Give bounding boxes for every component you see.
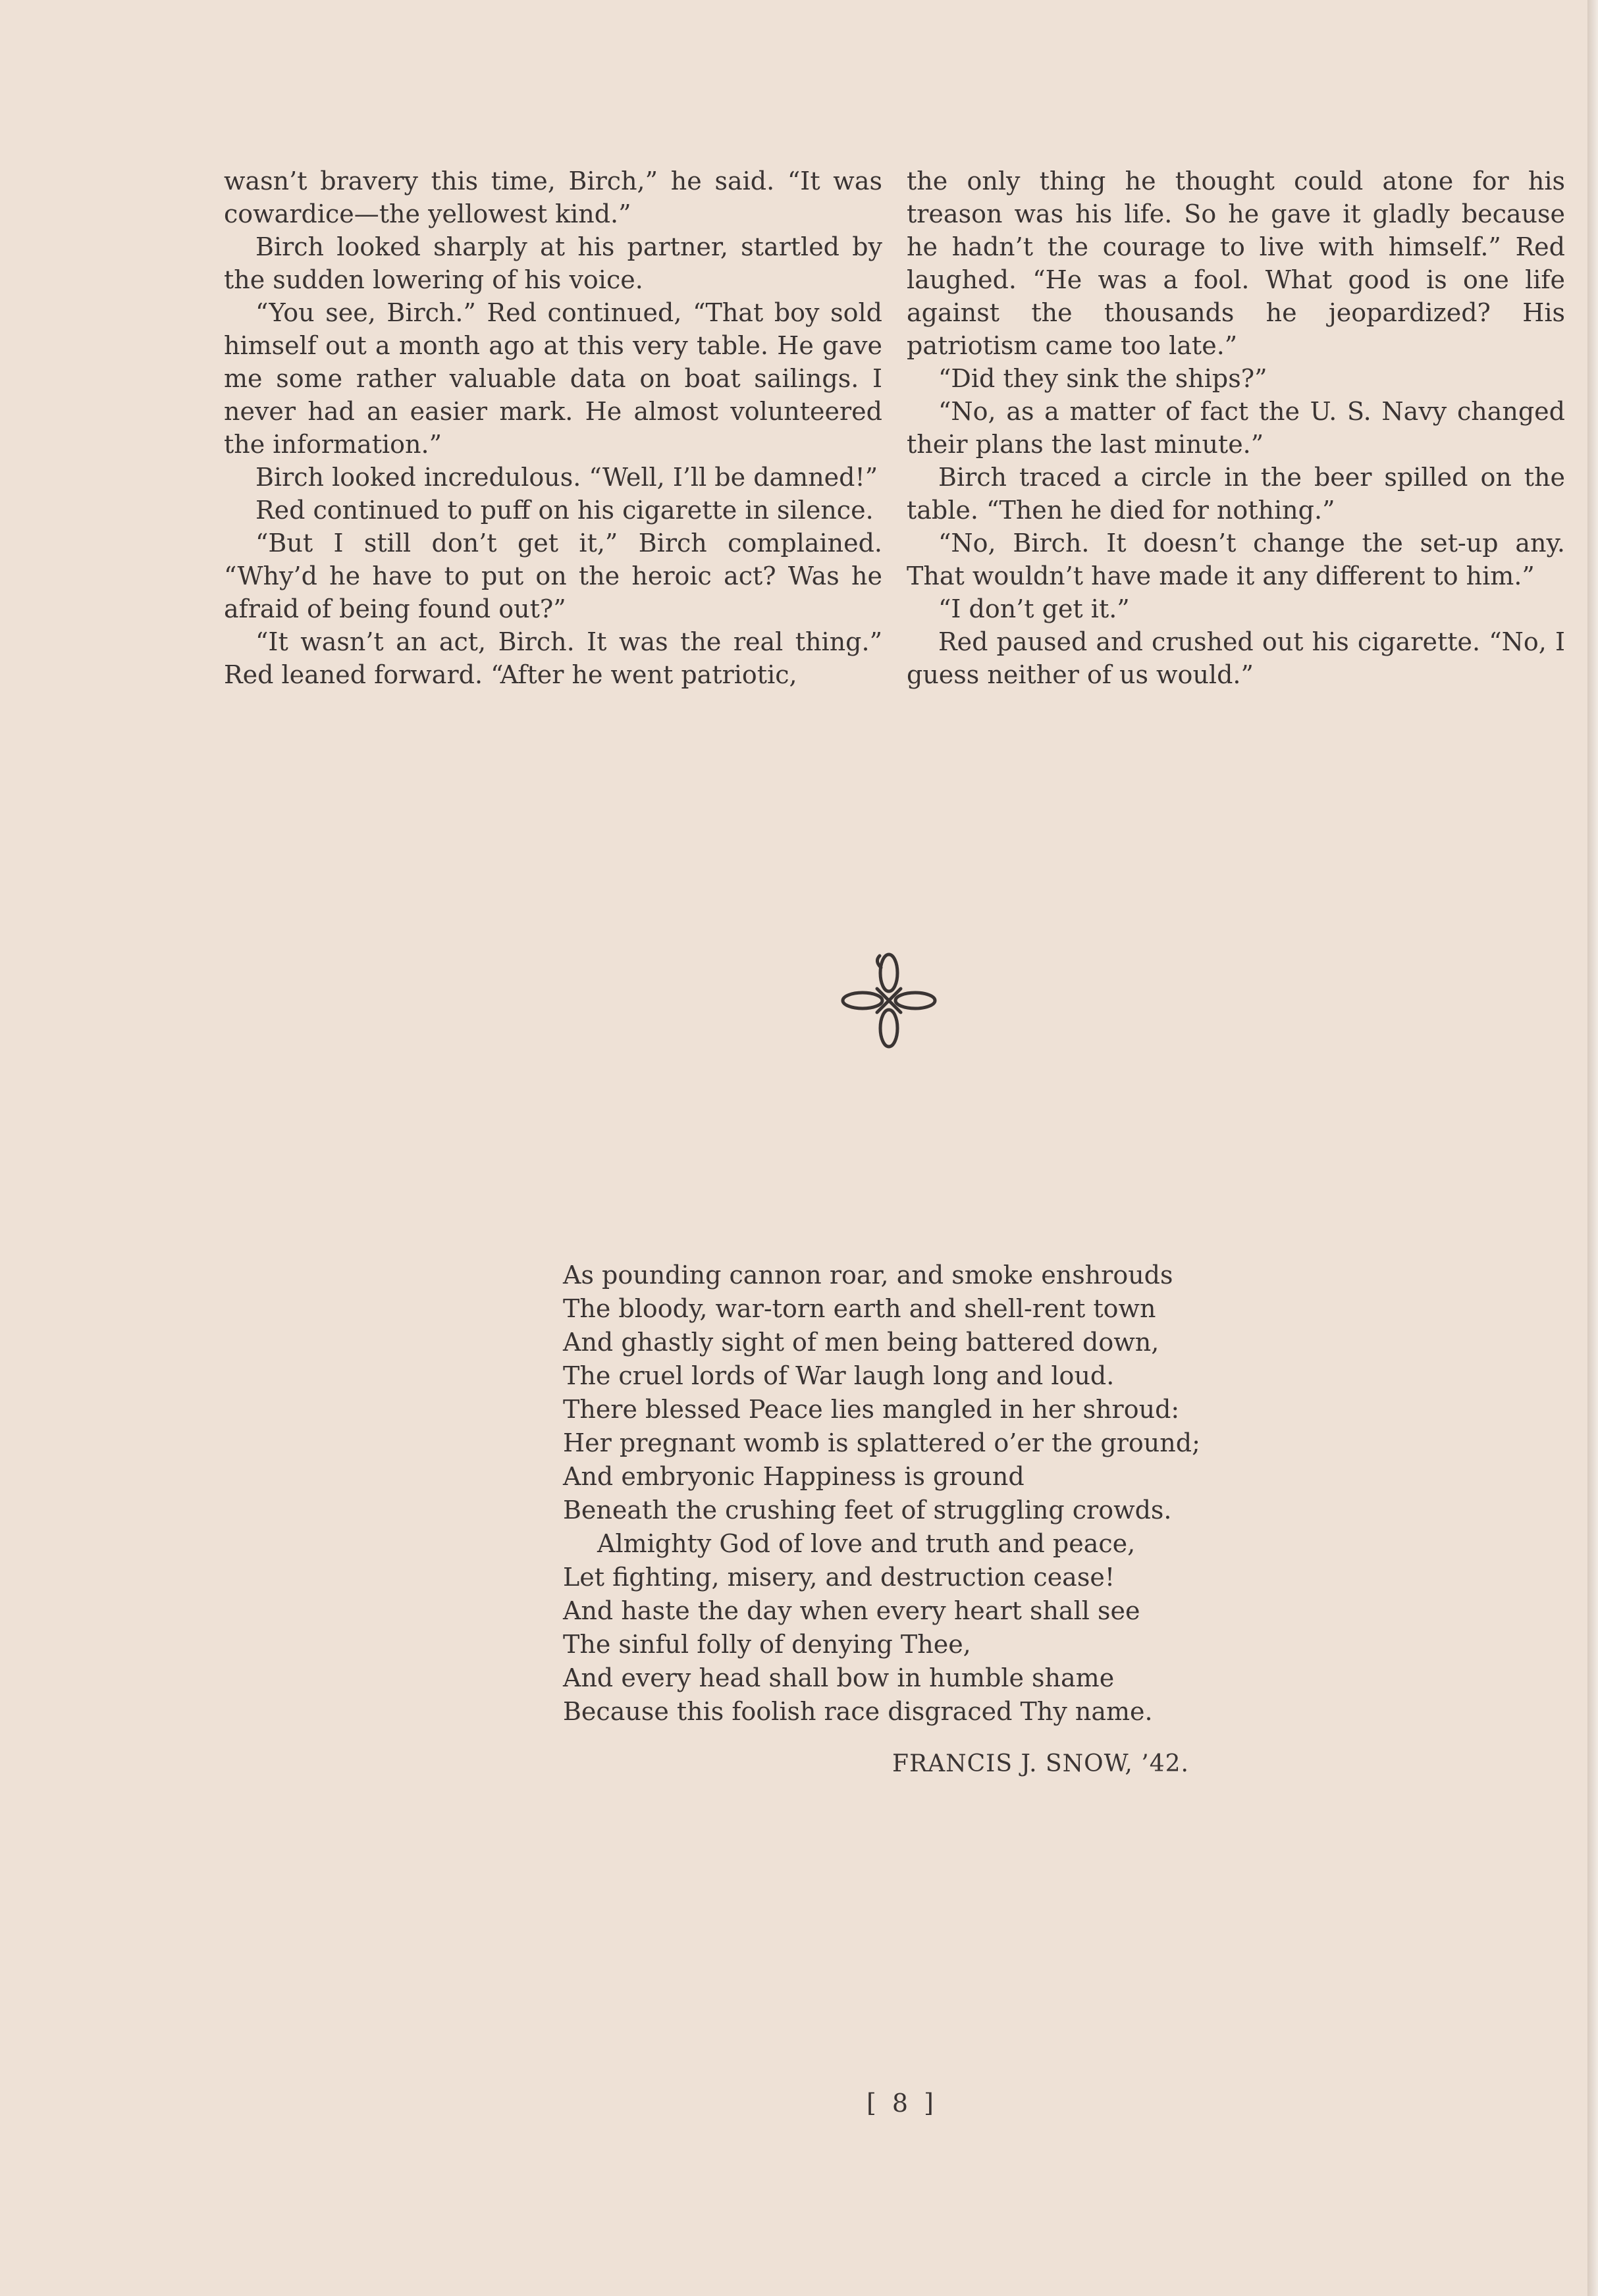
poem-line: Because this foolish race disgraced Thy name. [563, 1697, 1153, 1726]
page-edge [1587, 0, 1598, 2296]
poem-line: The cruel lords of War laugh long and loud. [563, 1361, 1115, 1390]
poem [563, 1259, 1200, 1729]
poem-line: And embryonic Happiness is ground [563, 1462, 1025, 1491]
poem-line: There blessed Peace lies mangled in her shroud: [563, 1395, 1180, 1424]
story-paragraph: “Did they sink the ships?” [938, 364, 1267, 393]
story-paragraph: “It wasn’t an act, Birch. It was the real thing.” Red leaned forward. “After he went patriotic, [224, 627, 882, 689]
story-paragraph: “But I still don’t get it,” Birch complained. “Why’d he have to put on the heroic act? Was he afraid of being found out?” [224, 529, 882, 623]
story-paragraph: wasn’t bravery this time, Birch,” he said. “It was cowardice—the yellowest kind.” [224, 167, 882, 228]
story-paragraph: “No, as a matter of fact the U. S. Navy changed their plans the last minute.” [907, 397, 1565, 459]
story-left-column [224, 165, 882, 691]
poem-line: Almighty God of love and truth and peace, [597, 1529, 1136, 1558]
story-paragraph: Red continued to puff on his cigarette in silence. [255, 496, 874, 525]
story-right-column [907, 165, 1565, 691]
poem-line: Beneath the crushing feet of struggling crowds. [563, 1496, 1172, 1525]
knot-ornament-icon [836, 948, 942, 1053]
story-paragraph: Birch looked incredulous. “Well, I’ll be damned!” [255, 463, 878, 492]
poem-line: The bloody, war-torn earth and shell-rent town [563, 1294, 1156, 1323]
story-paragraph: “I don’t get it.” [938, 594, 1130, 623]
story-paragraph: the only thing he thought could atone for his treason was his life. So he gave it gladly because he hadn’t the courage to live with himself.” Red laughed. “He was a fool. What good is one life against the thousands he jeopardized? His patriotism came too late.” [907, 167, 1565, 360]
story-paragraph: “You see, Birch.” Red continued, “That boy sold himself out a month ago at this very table. He gave me some rather valuable data on boat sailings. I never had an easier mark. He almost volunteered the information.” [224, 298, 882, 459]
poem-line: Her pregnant womb is splattered o’er the ground; [563, 1428, 1200, 1457]
poem-line: Let fighting, misery, and destruction cease! [563, 1563, 1115, 1592]
story-paragraph: Birch traced a circle in the beer spilled on the table. “Then he died for nothing.” [907, 463, 1565, 525]
poem-line: As pounding cannon roar, and smoke enshrouds [563, 1261, 1173, 1290]
poem-author: FRANCIS J. SNOW, ’42. [892, 1750, 1189, 1777]
poem-line: And haste the day when every heart shall see [563, 1596, 1140, 1625]
poem-line: The sinful folly of denying Thee, [563, 1630, 971, 1659]
story-paragraph: Red paused and crushed out his cigarette. “No, I guess neither of us would.” [907, 627, 1565, 689]
poem-line: And every head shall bow in humble shame [563, 1663, 1115, 1692]
story-paragraph: “No, Birch. It doesn’t change the set-up any. That wouldn’t have made it any different to him.” [907, 529, 1565, 590]
story-paragraph: Birch looked sharply at his partner, startled by the sudden lowering of his voice. [224, 232, 882, 294]
poem-line: And ghastly sight of men being battered down, [563, 1328, 1159, 1357]
page-number: [ 8 ] [866, 2089, 938, 2118]
